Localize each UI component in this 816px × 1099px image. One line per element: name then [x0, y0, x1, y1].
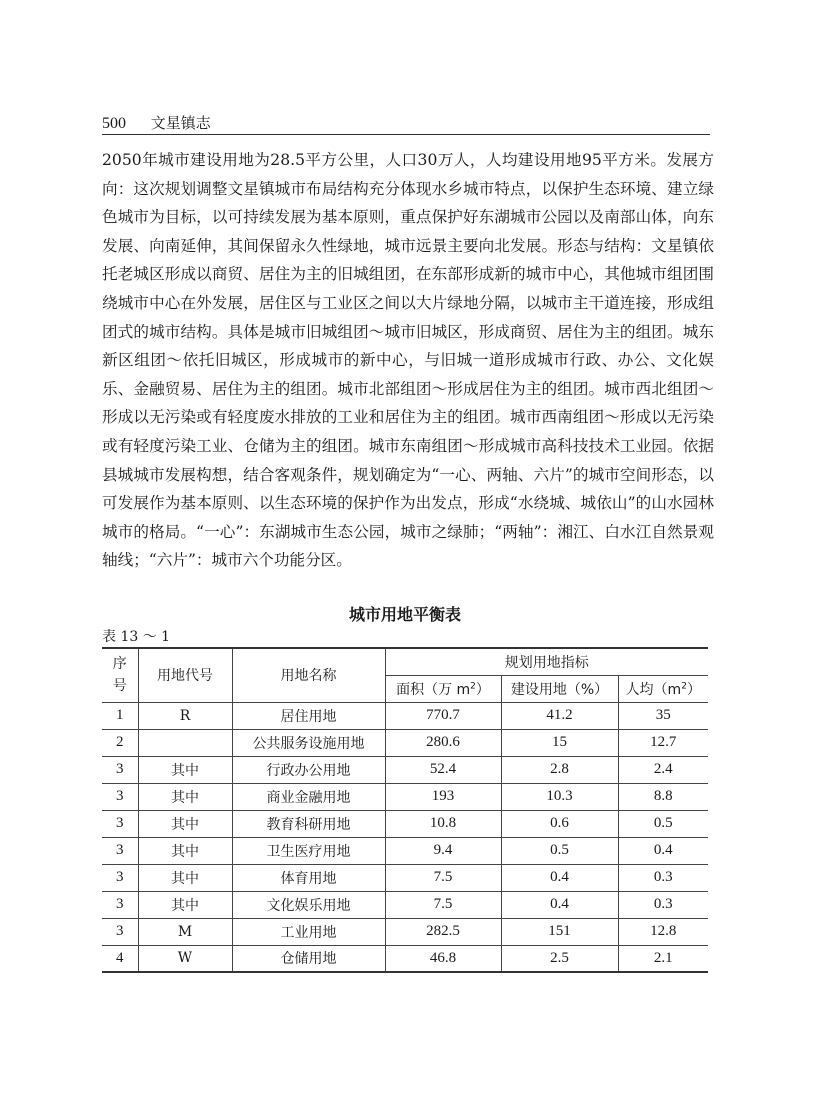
header-per-capita-sup: 2 [681, 680, 687, 691]
body-paragraph: 2050年城市建设用地为28.5平方公里，人口30万人，人均建设用地95平方米。发展方向：这次规划调整文星镇城市布局结构充分体现水乡城市特点，以保护生态环境、建立绿色城市为目标，以可持续发展为基本原则，重点保护好东湖城市公园以及南部山体，向东发展、向南延伸，其间保留永久性绿地，城市远景主要向北发展。形态与结构：文星镇依托老城区形成以商贸、居住为主的旧城组团，在东部形成新的城市中心，其他城市组团围绕城市中心在外发展，居住区与工业区之间以大片绿地分隔，以城市主干道连接，形成组团式的城市结构。具体是城市旧城组团～城市旧城区，形成商贸、居住为主的组团。城东新区组团～依托旧城区，形成城市的新中心，与旧城一道形成城市行政、办公、文化娱乐、金融贸易、居住为主的组团。城市北部组团～形成居住为主的组团。城市西北组团～形成以无污染或有轻度废水排放的工业和居住为主的组团。城市西南组团～形成以无污染或有轻度污染工业、仓储为主的组团。城市东南组团～形成城市高科技技术工业园。依据县城城市发展构想，结合客观条件，规划确定为“一心、两轴、六片”的城市空间形态，以可发展作为基本原则、以生态环境的保护作为出发点，形成“水绕城、城依山”的山水园林城市的格局。“一心”：东湖城市生态公园，城市之绿肺；“两轴”：湘江、白水江自然景观轴线；“六片”：城市六个功能分区。 [102, 151, 714, 570]
cell-name: 体育用地 [232, 864, 385, 891]
cell-seq: 3 [102, 756, 138, 783]
header-area-sup: 2 [470, 680, 476, 691]
cell-seq: 3 [102, 891, 138, 918]
cell-name: 教育科研用地 [232, 810, 385, 837]
header-percent: 建设用地（%） [501, 675, 618, 702]
cell-code: 其中 [138, 837, 232, 864]
header-area-text: 面积（万 m [396, 681, 471, 698]
cell-seq: 2 [102, 729, 138, 756]
cell-code: 其中 [138, 891, 232, 918]
cell-percent: 15 [501, 729, 618, 756]
cell-area: 280.6 [385, 729, 501, 756]
cell-seq: 1 [102, 702, 138, 729]
table-row [102, 810, 708, 837]
header-code: 用地代号 [138, 648, 232, 702]
header-area-close: ） [475, 681, 490, 698]
cell-name: 卫生医疗用地 [232, 837, 385, 864]
cell-area: 46.8 [385, 945, 501, 972]
cell-seq: 3 [102, 837, 138, 864]
cell-seq: 3 [102, 810, 138, 837]
cell-area: 7.5 [385, 891, 501, 918]
cell-percent: 0.4 [501, 864, 618, 891]
cell-per-capita: 2.1 [618, 945, 708, 972]
header-group: 规划用地指标 [385, 648, 708, 675]
cell-name: 仓储用地 [232, 945, 385, 972]
header-seq [102, 648, 138, 702]
cell-code: 其中 [138, 783, 232, 810]
cell-area: 282.5 [385, 918, 501, 945]
cell-percent: 0.5 [501, 837, 618, 864]
header-name: 用地名称 [232, 648, 385, 702]
table-row [102, 702, 708, 729]
table-row [102, 783, 708, 810]
cell-per-capita: 0.3 [618, 891, 708, 918]
cell-code: M [138, 918, 232, 945]
page-number: 500 [102, 115, 126, 132]
cell-seq: 3 [102, 864, 138, 891]
cell-per-capita: 12.8 [618, 918, 708, 945]
table-row [102, 918, 708, 945]
cell-per-capita: 0.5 [618, 810, 708, 837]
table-row [102, 729, 708, 756]
cell-percent: 151 [501, 918, 618, 945]
header-seq-bottom: 号 [112, 678, 127, 695]
land-use-table [102, 647, 708, 973]
cell-area: 9.4 [385, 837, 501, 864]
header-seq-top: 序 [112, 656, 127, 673]
cell-code: W [138, 945, 232, 972]
table-row [102, 756, 708, 783]
cell-per-capita: 8.8 [618, 783, 708, 810]
cell-name: 行政办公用地 [232, 756, 385, 783]
cell-seq: 3 [102, 918, 138, 945]
table-row [102, 945, 708, 972]
cell-code: 其中 [138, 756, 232, 783]
cell-area: 52.4 [385, 756, 501, 783]
cell-percent: 0.6 [501, 810, 618, 837]
cell-percent: 2.5 [501, 945, 618, 972]
cell-name: 工业用地 [232, 918, 385, 945]
book-title: 文星镇志 [150, 114, 211, 132]
header-per-capita-text: 人均（m [625, 681, 682, 698]
cell-code: 其中 [138, 810, 232, 837]
cell-code [138, 729, 232, 756]
cell-code: 其中 [138, 864, 232, 891]
cell-percent: 41.2 [501, 702, 618, 729]
table-body [102, 702, 708, 972]
cell-seq: 3 [102, 783, 138, 810]
cell-name: 文化娱乐用地 [232, 891, 385, 918]
cell-area: 7.5 [385, 864, 501, 891]
cell-per-capita: 0.4 [618, 837, 708, 864]
cell-per-capita: 35 [618, 702, 708, 729]
cell-area: 10.8 [385, 810, 501, 837]
table-row [102, 864, 708, 891]
header-per-capita-close: ） [686, 681, 701, 698]
running-head [102, 114, 710, 135]
cell-code: R [138, 702, 232, 729]
cell-percent: 2.8 [501, 756, 618, 783]
cell-per-capita: 2.4 [618, 756, 708, 783]
table-label: 表 13 ～ 1 [102, 629, 171, 645]
cell-area: 770.7 [385, 702, 501, 729]
cell-name: 居住用地 [232, 702, 385, 729]
header-per-capita [618, 675, 708, 702]
table-row [102, 891, 708, 918]
cell-per-capita: 0.3 [618, 864, 708, 891]
cell-percent: 0.4 [501, 891, 618, 918]
table-row [102, 837, 708, 864]
cell-area: 193 [385, 783, 501, 810]
body-text [102, 146, 714, 575]
cell-percent: 10.3 [501, 783, 618, 810]
cell-name: 商业金融用地 [232, 783, 385, 810]
header-area [385, 675, 501, 702]
cell-name: 公共服务设施用地 [232, 729, 385, 756]
table-title: 城市用地平衡表 [348, 605, 461, 624]
cell-per-capita: 12.7 [618, 729, 708, 756]
cell-seq: 4 [102, 945, 138, 972]
